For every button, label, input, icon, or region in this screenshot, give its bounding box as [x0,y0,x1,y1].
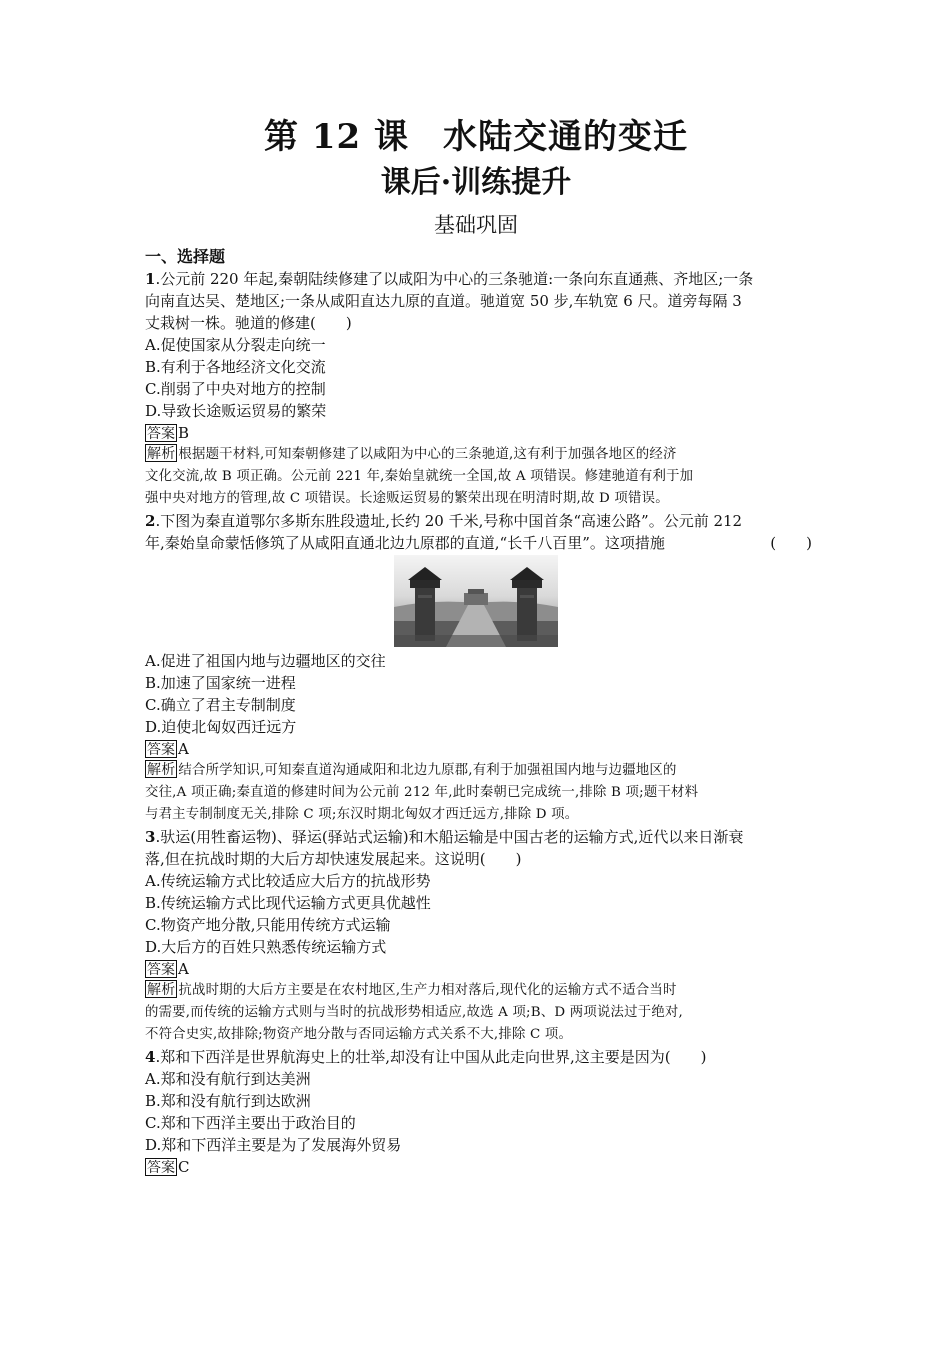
question-1-option-b: B.有利于各地经济文化交流 [145,358,326,376]
question-1-option-a: A.促使国家从分裂走向统一 [145,336,326,354]
analysis-label: 解析 [147,446,176,462]
answer-value: A [178,740,189,758]
answer-label: 答案 [147,962,175,978]
road-ruins-image [394,555,558,647]
question-3-stem-line-1: 3.驮运(用牲畜运物)、驿运(驿站式运输)和木船运输是中国古老的运输方式,近代以来日渐衰 [145,828,744,846]
question-1-analysis-line-2: 文化交流,故 B 项正确。公元前 221 年,秦始皇就统一全国,故 A 项错误。修建驰道有利于加 [145,469,694,484]
question-3-answer [145,958,812,980]
question-2-answer [145,738,812,760]
answer-blank: ( ) [770,534,812,552]
question-1-option-d: D.导致长途贩运贸易的繁荣 [145,402,327,420]
question-4-option-a: A.郑和没有航行到达美洲 [145,1070,311,1088]
question-number: 4 [145,1048,156,1066]
question-2-analysis-line-1: 解析 结合所学知识,可知秦直道沟通咸阳和北边九原郡,有利于加强祖国内地与边疆地区的 [147,762,677,778]
lesson-topic: 水陆交通的变迁 [443,117,688,157]
question-2-option-d: D.迫使北匈奴西迁远方 [145,718,297,736]
part-heading: 一、选择题 [145,247,226,266]
question-1-option-c: C.削弱了中央对地方的控制 [145,380,326,398]
answer-label: 答案 [147,426,175,442]
qin-straight-road-photo [145,555,812,647]
analysis-label: 解析 [147,982,176,998]
answer-label: 答案 [147,1160,175,1176]
question-3-analysis-line-3: 不符合史实,故排除;物资产地分散与否同运输方式关系不大,排除 C 项。 [145,1027,573,1042]
question-number: 3 [145,828,156,846]
question-2-option-c: C.确立了君主专制制度 [145,696,296,714]
question-3-analysis-line-2: 的需要,而传统的运输方式则与当时的抗战形势相适应,故选 A 项;B、D 两项说法过于绝对, [145,1005,683,1020]
question-3-option-b: B.传统运输方式比现代运输方式更具优越性 [145,894,431,912]
section-heading: 基础巩固 [434,213,518,237]
question-1-stem-line-2: 向南直达吴、楚地区;一条从咸阳直达九原的直道。驰道宽 50 步,车轨宽 6 尺。道旁每隔 3 [145,292,742,310]
question-3-option-a: A.传统运输方式比较适应大后方的抗战形势 [145,872,431,890]
analysis-label: 解析 [147,762,176,778]
question-2-stem-line-1: 2.下图为秦直道鄂尔多斯东胜段遗址,长约 20 千米,号称中国首条“高速公路”。公元前 212 [145,512,743,530]
answer-value: B [178,424,190,442]
answer-label: 答案 [147,742,175,758]
lesson-title [0,114,952,160]
question-4-stem-line-1: 4.郑和下西洋是世界航海史上的壮举,却没有让中国从此走向世界,这主要是因为( ) [145,1048,707,1066]
question-1-stem-line-3: 丈栽树一株。驰道的修建( ) [145,314,352,332]
question-number: 1 [145,270,156,288]
question-2-analysis-line-2: 交往,A 项正确;秦直道的修建时间为公元前 212 年,此时秦朝已完成统一,排除 B 项;题干材料 [145,785,699,800]
question-4-option-b: B.郑和没有航行到达欧洲 [145,1092,311,1110]
answer-value: A [178,960,189,978]
question-3-option-d: D.大后方的百姓只熟悉传统运输方式 [145,938,387,956]
question-number: 2 [145,512,156,530]
question-2-analysis-line-3: 与君主专制制度无关,排除 C 项;东汉时期北匈奴才西迁远方,排除 D 项。 [145,807,579,822]
question-3-option-c: C.物资产地分散,只能用传统方式运输 [145,916,391,934]
question-1-answer [145,422,812,444]
question-1-analysis-line-3: 强中央对地方的管理,故 C 项错误。长途贩运贸易的繁荣出现在明清时期,故 D 项错误。 [145,491,669,506]
question-1-analysis-line-1: 解析 根据题干材料,可知秦朝修建了以咸阳为中心的三条驰道,这有利于加强各地区的经济 [147,446,677,462]
question-list [145,246,812,1178]
question-4-option-d: D.郑和下西洋主要是为了发展海外贸易 [145,1136,402,1154]
answer-value: C [178,1158,190,1176]
question-3-analysis-line-1: 解析 抗战时期的大后方主要是在农村地区,生产力相对落后,现代化的运输方式不适合当时 [147,982,677,998]
question-1-stem-line-1: 1.公元前 220 年起,秦朝陆续修建了以咸阳为中心的三条驰道:一条向东直通燕、齐地区;一条 [145,270,754,288]
question-2-option-a: A.促进了祖国内地与边疆地区的交往 [145,652,386,670]
question-2-stem-line-2: 年,秦始皇命蒙恬修筑了从咸阳直通北边九原郡的直道,“长千八百里”。这项措施 ( ) [145,534,812,552]
question-4-answer [145,1156,812,1178]
question-3-stem-line-2: 落,但在抗战时期的大后方却快速发展起来。这说明( ) [145,850,522,868]
question-2-option-b: B.加速了国家统一进程 [145,674,296,692]
question-4-option-c: C.郑和下西洋主要出于政治目的 [145,1114,356,1132]
lesson-number: 第 12 课 [264,117,409,157]
subtitle: 课后·训练提升 [380,165,572,200]
